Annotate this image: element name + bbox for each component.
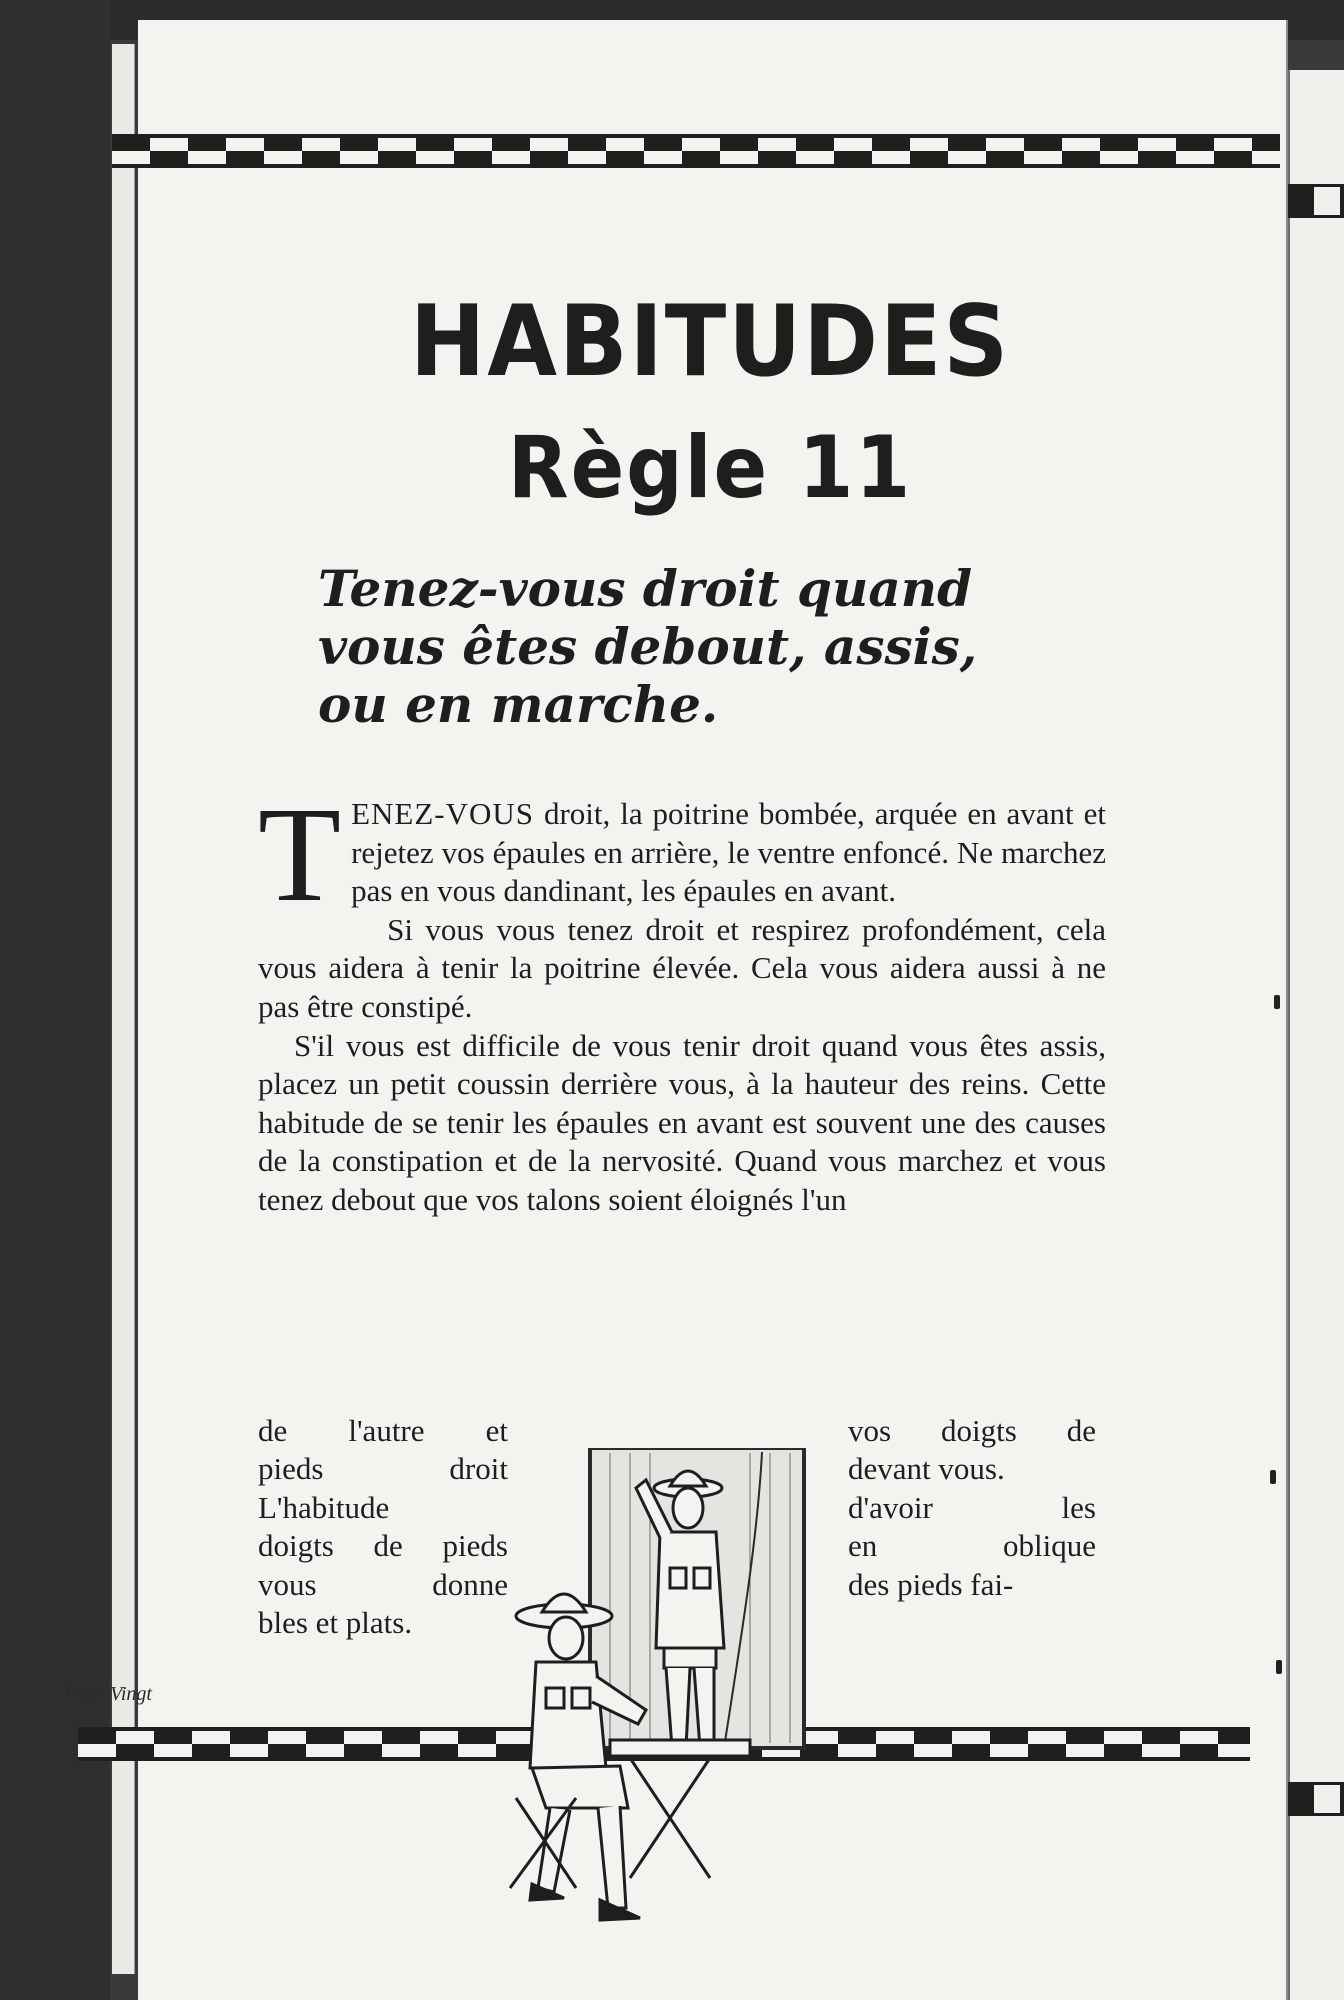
stitch-mark bbox=[1274, 995, 1280, 1009]
facing-page-edge bbox=[1288, 70, 1344, 2000]
left-column-text bbox=[258, 1412, 508, 1642]
column-line: en oblique bbox=[848, 1528, 1096, 1564]
column-line: d'avoir les bbox=[848, 1489, 1096, 1525]
paragraph-1 bbox=[258, 780, 1106, 930]
paragraph-text: droit, la poitrine bombée, arquée en avant et rejetez vos épaules en arrière, le ventre enfoncé. Ne marchez pas en vous dandinant, les épaules en avant. bbox=[351, 796, 1106, 909]
page-number: Page Vingt bbox=[64, 1683, 152, 1705]
rule-number: Règle 11 bbox=[507, 418, 913, 518]
rule-statement-line: ou en marche. bbox=[318, 675, 719, 734]
page-title: HABITUDES bbox=[409, 285, 1011, 399]
stitch-mark bbox=[1270, 1470, 1276, 1484]
top-decorative-border bbox=[112, 134, 1280, 168]
rule-statement-line: Tenez-vous droit quand bbox=[318, 559, 973, 618]
column-line: doigts de pieds bbox=[258, 1528, 508, 1564]
body-text bbox=[258, 780, 1106, 1220]
rule-statement-line: vous êtes debout, assis, bbox=[318, 617, 978, 676]
drop-cap: T bbox=[258, 780, 342, 930]
soldiers-illustration bbox=[480, 1448, 810, 1928]
facing-page-border bbox=[1288, 1782, 1344, 1816]
column-line: vos doigts de bbox=[848, 1413, 1096, 1448]
facing-page-border bbox=[1288, 184, 1344, 218]
column-line: devant vous. bbox=[848, 1451, 1005, 1487]
column-line: des pieds fai- bbox=[848, 1566, 1014, 1602]
rule-statement bbox=[318, 560, 1118, 734]
column-line: pieds droit bbox=[258, 1451, 508, 1487]
paragraph-lead: ENEZ-VOUS bbox=[351, 796, 534, 831]
paragraph-3: S'il vous est difficile de vous tenir droit quand vous êtes assis, placez un petit coussin derrière vous, à la hauteur des reins. Cette habitude de se tenir les épaules en avant est souvent une des causes de la constipation et de la nervosité. Quand vous marchez et vous tenez debout que vos talons soient éloignés l'un bbox=[258, 1027, 1106, 1217]
column-line: bles et plats. bbox=[258, 1605, 413, 1641]
column-line: vous donne bbox=[258, 1566, 508, 1602]
column-line: L'habitude bbox=[258, 1489, 390, 1525]
paragraph-2: Si vous vous tenez droit et respirez profondément, cela vous aidera à tenir la poitrine élevée. Cela vous aidera aussi à ne pas être constipé. bbox=[258, 911, 1106, 1024]
right-column-text bbox=[848, 1412, 1096, 1604]
stitch-mark bbox=[1276, 1660, 1282, 1674]
column-line: de l'autre et bbox=[258, 1413, 508, 1448]
